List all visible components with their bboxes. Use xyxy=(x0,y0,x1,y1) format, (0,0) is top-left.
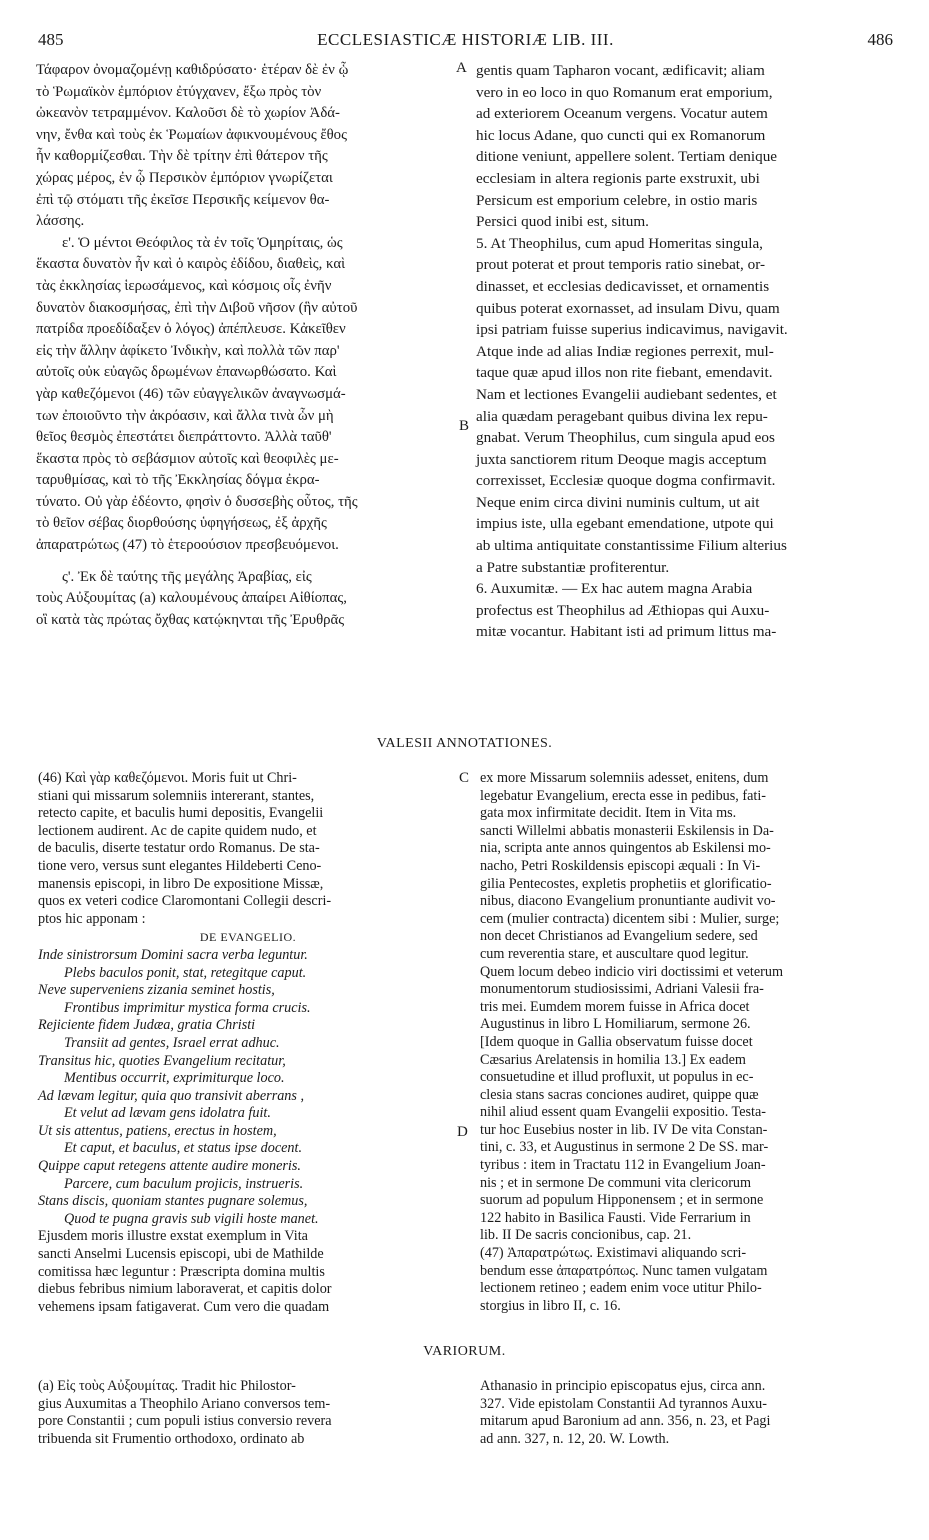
latin-line: profectus est Theophilus ad Æthiopas qui Auxu- xyxy=(476,601,770,619)
note-line: (46) Καὶ γὰρ καθεζόμενοι. Moris fuit ut Chri- xyxy=(38,770,297,786)
note-line: tione vero, versus sunt elegantes Hildeberti Ceno- xyxy=(38,857,322,874)
note-line: lectionem retineo ; eadem enim voce utitur Philo- xyxy=(480,1280,762,1297)
poem-line: Inde sinistrorsum Domini sacra verba leguntur. xyxy=(38,946,308,963)
poem-line: Stans discis, quoniam stantes pugnare solemus, xyxy=(38,1193,308,1210)
valesii-annotations-title: VALESII ANNOTATIONES. xyxy=(376,736,553,751)
left-page-number: 485 xyxy=(38,30,64,49)
note-line: monumentorum studiosissimi, Adriani Valesii fra- xyxy=(480,981,764,998)
poem-line: Parcere, cum baculum projicis, instrueris. xyxy=(64,1175,304,1192)
variorum-title: VARIORUM. xyxy=(423,1344,506,1359)
note-line: comitissa hæc leguntur : Præscripta domina multis xyxy=(38,1263,325,1280)
note-line: cem (mulier contracta) dicentem sibi : Mulier, surge; xyxy=(480,910,780,927)
running-header xyxy=(38,30,893,52)
margin-marker-b: B xyxy=(459,418,470,434)
note-line: nibus, diacono Evangelium pronuntiante audivit vo- xyxy=(480,893,776,910)
greek-line xyxy=(36,557,456,567)
note-line: nacho, Petri Roskildensis episcopi æquali : In Vi- xyxy=(480,857,761,874)
variorum-line: Athanasio in principio episcopatus ejus, circa ann. xyxy=(480,1378,766,1394)
note-line: ptos hic apponam : xyxy=(38,910,146,927)
greek-line: οἳ κατὰ τὰς πρώτας ὄχθας κατῴκηνται τῆς Ἐρυθρᾶς xyxy=(36,611,345,628)
greek-line: εἰς τὴν ἄλλην ἀφίκετο Ἰνδικὴν, καὶ πολλὰ τῶν παρ' xyxy=(36,342,340,359)
note-line: retecto capite, et baculis humi depositis, Evangelii xyxy=(38,805,324,822)
note-line: diebus febribus nimium laboraverat, et capitis dolor xyxy=(38,1281,332,1298)
note-line: stiani qui missarum solemniis intererant, stantes, xyxy=(38,787,315,804)
latin-line: ipsi patriam fuisse superius indicavimus, navigavit. xyxy=(476,321,788,339)
greek-line: Τάφαρον ὀνομαζομένῃ καθιδρύσατο· ἑτέραν δὲ ἐν ᾧ xyxy=(36,62,349,78)
latin-line: a Patre substantiæ profiterentur. xyxy=(476,558,670,576)
greek-line: ἕκαστα πρὸς τὸ σεβάσμιον αὐτοῖς καὶ θεοφιλὲς με- xyxy=(36,450,339,467)
latin-line: hic locus Adane, quo cuncti qui ex Romanorum xyxy=(476,126,766,144)
note-line: [Idem quoque in Gallia observatum fuisse docet xyxy=(480,1033,753,1050)
poem-line: Mentibus occurrit, exprimiturque loco. xyxy=(64,1070,285,1087)
latin-line: ab ultima antiquitate constantissime Filium alterius xyxy=(476,537,787,555)
latin-line: 5. At Theophilus, cum apud Homeritas singula, xyxy=(476,234,763,252)
greek-line: ε'. Ὁ μέντοι Θεόφιλος τὰ ἐν τοῖς Ὁμηρίταις, ὡς xyxy=(62,234,343,251)
poem-line: Quippe caput retegens attente audire moneris. xyxy=(38,1158,301,1175)
latin-line: impius iste, ulla egebant emendatione, utpote qui xyxy=(476,515,774,533)
greek-line: τὰς ἐκκλησίας ἱερωσάμενος, καὶ κόσμοις οἷς ἐνῆν xyxy=(36,277,332,294)
note-line: tur hoc Eusebius noster in lib. IV De vita Constan- xyxy=(480,1121,768,1138)
note-line: gata mox infirmitate decidit. Item in Vita ms. xyxy=(480,805,737,822)
latin-line: quibus poterat exornasset, ad insulam Divu, quam xyxy=(476,299,780,317)
greek-line: τύνατο. Οὐ γὰρ ἐδέοντο, φησὶν ὁ δυσσεβὴς οὗτος, τῆς xyxy=(36,493,358,510)
note-line: quos ex veteri codice Claromontani Collegii descri- xyxy=(38,893,332,910)
variorum-line: gius Auxumitas a Theophilo Ariano conversos tem- xyxy=(38,1395,331,1412)
poem-line: Quod te pugna gravis sub vigili hoste manet. xyxy=(64,1210,319,1227)
latin-line: ditione veniunt, appellere solent. Tertiam denique xyxy=(476,148,778,166)
note-line: sancti Willelmi abbatis monasterii Eskilensis in Da- xyxy=(480,822,774,839)
greek-line: τοὺς Αὐξουμίτας (a) καλουμένους ἀπαίρει Αἰθίοπας, xyxy=(36,590,347,607)
latin-text-column xyxy=(476,60,896,643)
note-line: (47) Ἀπαρατρώτως. Existimavi aliquando scri- xyxy=(480,1245,747,1262)
greek-line: πατρίδα προεδίδαξεν ὁ λόγος) ἀπέπλευσε. Κἀκεῖθεν xyxy=(36,321,346,338)
latin-line: Atque inde ad alias Indiæ regiones perrexit, mul- xyxy=(476,342,774,360)
greek-line: ς'. Ἐκ δὲ ταύτης τῆς μεγάλης Ἀραβίας, εἰς xyxy=(62,568,312,585)
greek-line: ὠκεανὸν τετραμμένον. Καλοῦσι δὲ τὸ χωρίον Ἀδά- xyxy=(36,105,340,122)
greek-line: νην, ἔνθα καὶ τοὺς ἐκ Ῥωμαίων ἀφικνουμένους ἔθος xyxy=(36,126,347,143)
greek-line: των ἐποιοῦντο τὴν ἀκρόασιν, καὶ ἄλλα τινὰ ὧν μὴ xyxy=(36,407,334,424)
note-line: 122 habito in Basilica Fausti. Vide Ferrarium in xyxy=(480,1209,751,1226)
latin-line: vero in eo loco in quo Romanum erat emporium, xyxy=(476,83,773,101)
poem-line: Frontibus imprimitur mystica forma crucis. xyxy=(64,999,311,1016)
margin-marker-c: C xyxy=(459,770,470,786)
note-line: gilia Pentecostes, expletis prophetiis et glorificatio- xyxy=(480,875,772,892)
poem-line: Plebs baculos ponit, stat, retegitque caput. xyxy=(64,964,307,981)
latin-line: correxisset, Ecclesiæ quoque dogma confirmavit. xyxy=(476,472,776,490)
note-line: de baculis, diserte testatur ordo Romanus. De sta- xyxy=(38,840,320,857)
note-line: suorum ad populum Hipponensem ; et in sermone xyxy=(480,1192,764,1209)
variorum-right-column xyxy=(480,1378,900,1448)
latin-line: ecclesiam in altera regionis parte exstruxit, ubi xyxy=(476,169,760,187)
greek-line: ἀπαρατρώτως (47) τὸ ἑτεροούσιον πρεσβευόμενοι. xyxy=(36,537,339,554)
latin-line: Neque enim circa divini numinis cultum, ut ait xyxy=(476,493,760,511)
running-title: ECCLESIASTICÆ HISTORIÆ LIB. III. xyxy=(317,30,614,49)
latin-line: Nam et lectiones Evangelii audiebant sedentes, et xyxy=(476,385,777,403)
greek-line: τὸ Ῥωμαϊκὸν ἐμπόριον ἐτύγχανεν, ἔξω πρὸς τὸν xyxy=(36,83,322,100)
margin-marker-d: D xyxy=(457,1124,468,1140)
latin-line: alia quædam peragebant quibus divina lex repu- xyxy=(476,407,768,425)
latin-line: mitæ vocantur. Habitant isti ad primum littus ma- xyxy=(476,623,777,641)
note-line: tris mei. Eumdem morem fuisse in Africa docet xyxy=(480,998,750,1015)
greek-line: θεῖος θεσμὸς ἐπεστάτει διεπράττοντο. Ἀλλὰ ταῦθ' xyxy=(36,429,332,446)
note-line: Ejusdem moris illustre exstat exemplum in Vita xyxy=(38,1228,308,1245)
poem-line: Transiit ad gentes, Israel errat adhuc. xyxy=(64,1034,280,1051)
greek-line: γὰρ καθεζόμενοι (46) τῶν εὐαγγελικῶν ἀναγνωσμά- xyxy=(36,385,346,402)
greek-line: αὐτοῖς οὐκ εὐαγῶς δρωμένων ἐπανωρθώσατο. Καὶ xyxy=(36,364,337,381)
note-line: nis ; et in sermone De communi vita clericorum xyxy=(480,1174,752,1191)
poem xyxy=(38,947,458,1229)
note-line: lectionem audirent. Ac de capite quidem nudo, et xyxy=(38,822,317,839)
note-line: Cæsarius Arelatensis in homilia 13.] Ex eadem xyxy=(480,1051,746,1068)
greek-line: ταρυθμίσας, καὶ τὸ τῆς Ἐκκλησίας δόγμα ἐκρα- xyxy=(36,472,320,489)
note-line: nihil aliud essent quam Evangelii expositio. Testa- xyxy=(480,1104,766,1121)
poem-line: Et caput, et baculus, et status ipse docent. xyxy=(64,1140,302,1157)
note-line: storgius in libro II, c. 16. xyxy=(480,1297,621,1314)
poem-line: Et velut ad lævam gens idolatra fuit. xyxy=(64,1105,271,1122)
note-line: legebatur Evangelium, erecta esse in pedibus, fati- xyxy=(480,787,767,804)
note-line: vehemens ipsam fatigaverat. Cum vero die quadam xyxy=(38,1298,330,1315)
poem-line: Rejiciente fidem Judæa, gratia Christi xyxy=(38,1017,256,1034)
latin-line: taque quæ apud illos non rite fiebant, emendavit. xyxy=(476,364,773,382)
latin-line: dinasset, et ecclesias dedicavisset, et ornamentis xyxy=(476,277,770,295)
note-line: sancti Anselmi Lucensis episcopi, ubi de Mathilde xyxy=(38,1246,324,1263)
note-line: clesia stans sacras conciones audiret, quippe quæ xyxy=(480,1086,759,1103)
poem-line: Ad lævam legitur, quia quo transivit aberrans , xyxy=(38,1087,305,1104)
note-line: Augustinus in libro L Homiliarum, sermone 26. xyxy=(480,1016,751,1033)
greek-line: ἦν καθορμίζεσθαι. Τὴν δὲ τρίτην ἐπὶ θάτερον τῆς xyxy=(36,148,328,165)
greek-line: ἐπὶ τῷ στόματι τῆς ἐκεῖσε Περσικῆς κείμενον θα- xyxy=(36,191,330,208)
note-line: cum reverentia stare, et auscultare quod legitur. xyxy=(480,945,749,962)
greek-line: ἕκαστα δυνατὸν ἦν καὶ ὁ καιρὸς ἐδίδου, διαθεὶς, καὶ xyxy=(36,256,346,273)
valesii-left-column xyxy=(38,770,458,1316)
note-line: tini, c. 33, et Augustinus in sermone 2 De SS. mar- xyxy=(480,1139,769,1156)
latin-line: 6. Auxumitæ. — Ex hac autem magna Arabia xyxy=(476,580,753,598)
latin-line: Persici quod inibi est, situm. xyxy=(476,213,649,231)
note-line: bendum esse ἀπαρατρόπως. Nunc tamen vulgatam xyxy=(480,1262,768,1279)
greek-line: τὸ θεῖον σέβας διορθούσης ὑφηγήσεως, ἐξ ἀρχῆς xyxy=(36,515,327,532)
variorum-line: tribuenda sit Frumentio orthodoxo, ordinato ab xyxy=(38,1430,305,1447)
note-line: ex more Missarum solemniis adesset, enitens, dum xyxy=(480,770,769,786)
latin-line: prout poterat et prout temporis ratio sinebat, or- xyxy=(476,256,766,274)
right-page-number: 486 xyxy=(867,30,893,49)
variorum-line: 327. Vide epistolam Constantii Ad tyrannos Auxu- xyxy=(480,1395,767,1412)
latin-line: gnabat. Verum Theophilus, cum singula apud eos xyxy=(476,429,775,447)
latin-line: Persicum est emporium celebre, in ostio maris xyxy=(476,191,758,209)
note-line: nia, scripta ante annos quingentos ab Eskilensi mo- xyxy=(480,840,771,857)
margin-marker-a: A xyxy=(456,60,467,76)
note-line: tyribus : item in Tractatu 112 in Evangelium Joan- xyxy=(480,1157,766,1174)
variorum-line: ad ann. 327, n. 12, 20. W. Lowth. xyxy=(480,1430,670,1447)
greek-text-column xyxy=(36,60,456,631)
note-line: non decet Christianos ad Evangelium sedere, sed xyxy=(480,928,758,945)
note-line: consuetudine et illud profluxit, ut populus in ec- xyxy=(480,1069,754,1086)
greek-line: λάσσης. xyxy=(36,213,85,230)
note-line: lib. II De sacris concionibus, cap. 21. xyxy=(480,1227,692,1244)
greek-line: χώρας μέρος, ἐν ᾧ Περσικὸν ἐμπόριον γνωρίζεται xyxy=(36,169,333,186)
latin-line: gentis quam Tapharon vocant, ædificavit; aliam xyxy=(476,62,765,79)
poem-line: Transitus hic, quoties Evangelium recitatur, xyxy=(38,1052,286,1069)
variorum-line: (a) Εἰς τοὺς Αὐξουμίτας. Tradit hic Philostor- xyxy=(38,1378,296,1394)
variorum-line: pore Constantii ; cum populi istius conversio revera xyxy=(38,1413,332,1430)
variorum-line: mitarum apud Baronium ad ann. 356, n. 23, et Pagi xyxy=(480,1413,771,1430)
greek-line: δυνατὸν διακοσμήσας, ἐπὶ τὴν Διβοῦ νῆσον (ἣν αὐτοῦ xyxy=(36,299,358,316)
poem-heading: DE EVANGELIO. xyxy=(199,930,297,945)
note-line: Quem locum debeo indicio viri doctissimi et veterum xyxy=(480,963,783,980)
latin-line: juxta sanctiorem ritum Deoque magis acceptum xyxy=(476,450,767,468)
poem-line: Ut sis attentus, patiens, erectus in hostem, xyxy=(38,1122,277,1139)
poem-line: Neve superveniens zizania seminet hostis, xyxy=(38,982,275,999)
variorum-left-column xyxy=(38,1378,458,1448)
valesii-right-column xyxy=(480,770,900,1315)
latin-line: ad exteriorem Oceanum vergens. Vocatur autem xyxy=(476,105,768,123)
note-line: manensis episcopi, in libro De expositione Missæ, xyxy=(38,875,324,892)
